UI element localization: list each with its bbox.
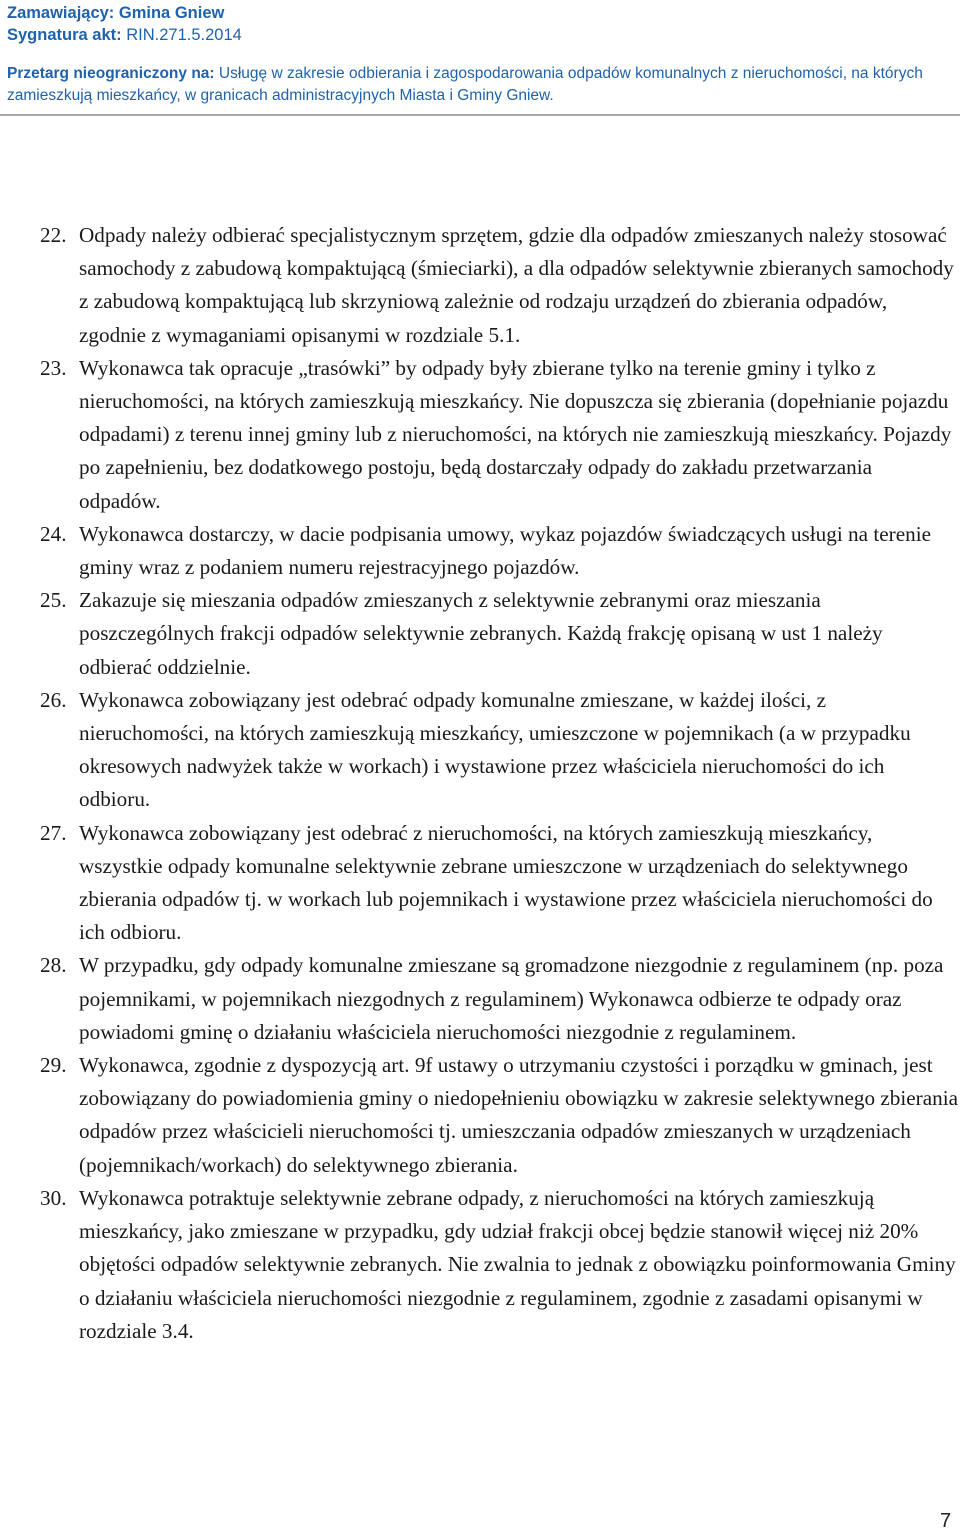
case-signature [7, 24, 953, 46]
tender-description [7, 63, 953, 107]
item-text: W przypadku, gdy odpady komunalne zmieszane są gromadzone niezgodnie z regulaminem (np. poza pojemnikami, w pojemnikach niezgodnych z regulaminem) Wykonawca odbierze te odpady oraz powiadomi gminę o działaniu właściciela nieruchomości niezgodnie z regulaminem. [79, 953, 944, 1044]
item-number: 23. [40, 355, 67, 380]
item-text: Wykonawca zobowiązany jest odebrać z nieruchomości, na których zamieszkują mieszkańcy, wszystkie odpady komunalne selektywnie zebrane umieszczone w urządzeniach do selektywnego zbierania odpadów tj. w workach lub pojemnikach i wystawione przez właściciela nieruchomości do ich odbioru. [79, 820, 933, 945]
item-number: 30. [40, 1185, 67, 1210]
tender-text: Usługę w zakresie odbierania i zagospodarowania odpadów komunalnych z nieruchomości, na których zamieszkują mieszkańcy, w granicach administracyjnych Miasta i Gminy Gniew. [7, 65, 923, 104]
signature-value: RIN.271.5.2014 [126, 26, 242, 44]
item-text: Wykonawca dostarczy, w dacie podpisania umowy, wykaz pojazdów świadczących usługi na terenie gminy wraz z podaniem numeru rejestracyjnego pojazdów. [79, 521, 931, 580]
item-number: 25. [40, 588, 67, 613]
signature-label: Sygnatura akt: [7, 26, 122, 44]
item-text: Wykonawca zobowiązany jest odebrać odpady komunalne zmieszane, w każdej ilości, z nieruchomości, na których zamieszkują mieszkańcy, umieszczone w pojemnikach (a w przypadku okresowych nadwyżek także w workach) i wystawione przez właściciela nieruchomości do ich odbioru. [79, 687, 911, 812]
list-item [40, 584, 958, 684]
list-item [40, 949, 958, 1049]
ordering-party: Zamawiający: Gmina Gniew [7, 4, 225, 22]
list-item [40, 684, 958, 817]
list-item [40, 817, 958, 950]
item-text: Wykonawca potraktuje selektywnie zebrane odpady, z nieruchomości na których zamieszkują mieszkańcy, jako zmieszane w przypadku, gdy udział frakcji obcej będzie stanowił więcej niż 20% objętości odpadów selektywnie zebranych. Nie zwalnia to jednak z obowiązku poinformowania Gminy o działaniu właściciela nieruchomości niezgodnie z regulaminem, zgodnie z zasadami opisanymi w rozdziale 3.4. [79, 1185, 956, 1343]
item-text: Odpady należy odbierać specjalistycznym sprzętem, gdzie dla odpadów zmieszanych należy stosować samochody z zabudową kompaktującą (śmieciarki), a dla odpadów selektywnie zbieranych samochody z zabudową kompaktującą lub skrzyniową zależnie od rodzaju urządzeń do zbierania odpadów, zgodnie z wymaganiami opisanymi w rozdziale 5.1. [79, 223, 954, 347]
item-text: Zakazuje się mieszania odpadów zmieszanych z selektywnie zebranymi oraz mieszania poszczególnych frakcji odpadów selektywnie zebranych. Każdą frakcję opisaną w ust 1 należy odbierać oddzielnie. [79, 588, 883, 679]
list-item [40, 518, 958, 584]
document-header [7, 2, 953, 107]
list-item [40, 1182, 958, 1348]
header-divider [0, 114, 960, 116]
page-number: 7 [940, 1510, 952, 1532]
list-item [40, 1049, 958, 1182]
numbered-list [40, 219, 958, 1348]
item-number: 28. [40, 953, 67, 978]
list-item [40, 352, 958, 518]
item-text: Wykonawca, zgodnie z dyspozycją art. 9f ustawy o utrzymaniu czystości i porządku w gminach, jest zobowiązany do powiadomienia gminy o niedopełnieniu obowiązku w zakresie selektywnego zbierania odpadów przez właścicieli nieruchomości tj. umieszczania odpadów zmieszanych w urządzeniach (pojemnikach/workach) do selektywnego zbierania. [79, 1053, 959, 1177]
item-number: 27. [40, 820, 67, 845]
item-number: 26. [40, 687, 67, 712]
item-number: 24. [40, 521, 67, 546]
item-text: Wykonawca tak opracuje „trasówki” by odpady były zbierane tylko na terenie gminy i tylko z nieruchomości, na których zamieszkują mieszkańcy. Nie dopuszcza się zbierania (dopełnianie pojazdu odpadami) z terenu innej gminy lub z nieruchomości, na których nie zamieszkują mieszkańcy. Pojazdy po zapełnieniu, bez dodatkowego postoju, będą dostarczały odpady do zakładu przetwarzania odpadów. [79, 355, 952, 513]
list-item [40, 219, 958, 352]
item-number: 22. [40, 223, 67, 247]
tender-label: Przetarg nieograniczony na: [7, 65, 215, 82]
item-number: 29. [40, 1053, 67, 1078]
